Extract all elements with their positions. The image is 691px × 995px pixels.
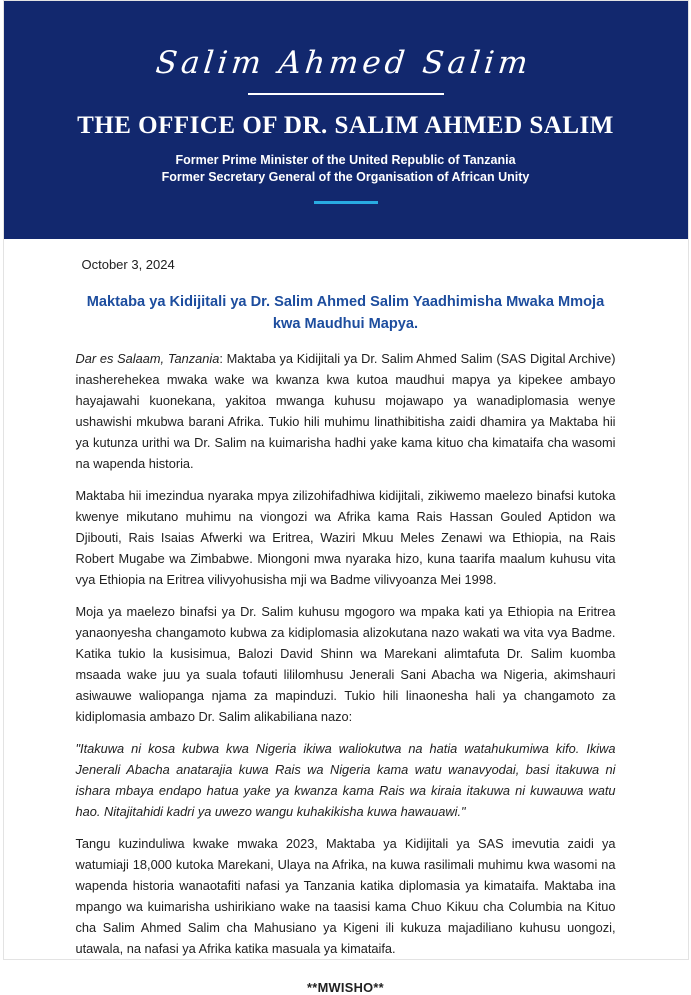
letterhead xyxy=(4,1,688,239)
quote-paragraph: "Itakuwa ni kosa kubwa kwa Nigeria ikiwa waliokutwa na hatia watahukumiwa kifo. Ikiwa Jenerali Abacha anatarajia kuwa Rais wa Nigeria kama watu wanavyodai, basi itakuwa ni ishara mbaya endapo hatua yake ya kwanza kama Rais wa kiraia itakuwa ni kuwauwa watu hao. Nitajitahidi kadri ya uwezo wangu kuhakikisha kuwa hawauawi." xyxy=(75,741,616,819)
subtitle-prime-minister: Former Prime Minister of the United Republic of Tanzania xyxy=(175,153,516,167)
office-title: THE OFFICE OF DR. SALIM AHMED SALIM xyxy=(77,112,614,139)
signature-script: Salim Ahmed Salim xyxy=(153,45,533,81)
paragraph-intro-text: : Maktaba ya Kidijitali ya Dr. Salim Ahmed Salim (SAS Digital Archive) inasherehekea mwaka wake wa kwanza kwa kutoa maudhui mapya ya kipekee ambayo hayajawahi kuonekana, yakitoa mwanga kuhusu mojawapo ya wanadiplomasia wenye ushawishi mkubwa barani Afrika. Tukio hili muhimu linathibitisha zaidi dhamira ya Maktaba hii ya kutunza urithi wa Dr. Salim na kuimarisha hadhi yake kama kituo cha kimataifa cha wasomi na wapenda historia. xyxy=(75,351,616,471)
press-release-page xyxy=(3,0,689,995)
dateline: Dar es Salaam, Tanzania xyxy=(75,351,220,366)
signature-divider xyxy=(248,93,444,95)
end-marker: **MWISHO** xyxy=(307,980,384,995)
document-body xyxy=(4,257,688,995)
paragraph-usage-stats: Tangu kuzinduliwa kwake mwaka 2023, Maktaba ya Kidijitali ya SAS imevutia zaidi ya watumiaji 18,000 kutoka Marekani, Ulaya na Afrika, na kuwa rasilimali muhimu kwa wasomi na wapenda historia wanaotafiti nafasi ya Tanzania katika diplomasia ya kimataifa. Maktaba ina mpango wa kuimarisha ushirikiano wake na taasisi kama Chuo Kikuu cha Columbia na Kituo cha Salim Ahmed Salim cha Mahusiano ya Kigeni ili kukuza majadiliano kuhusu uongozi, utawala, na nafasi ya Afrika katika masuala ya kimataifa. xyxy=(75,836,616,956)
date-line: October 3, 2024 xyxy=(81,257,175,272)
paragraph-archive-launch: Maktaba hii imezindua nyaraka mpya zilizohifadhiwa kidijitali, zikiwemo maelezo binafsi kutoka kwenye mikutano muhimu na viongozi wa Afrika kama Rais Hassan Gouled Aptidon wa Djibouti, Rais Isaias Afwerki wa Eritrea, Waziri Mkuu Meles Zenawi wa Ethiopia, na Rais Robert Mugabe wa Zimbabwe. Miongoni mwa nyaraka hizo, kuna taarifa maalum kuhusu vita vya Ethiopia na Eritrea vilivyohusisha mji wa Badme vilivyoanza Mei 1998. xyxy=(75,488,616,587)
accent-divider xyxy=(314,201,378,204)
paragraph-badme-conflict: Moja ya maelezo binafsi ya Dr. Salim kuhusu mgogoro wa mpaka kati ya Ethiopia na Eritrea yanaonyesha changamoto kubwa za kidiplomasia alizokutana nazo wakati wa vita vya Badme. Katika tukio la kusisimua, Balozi David Shinn wa Marekani alimtafuta Dr. Salim kuomba msaada wake juu ya suala tofauti lililomhusu Jenerali Sani Abacha wa Nigeria, akimshauri asiwauwe waliopanga njama za mapinduzi. Tukio hili linaonesha hali ya changamoto za kidiplomasia ambazo Dr. Salim alikabiliana nazo: xyxy=(75,604,616,724)
subtitle-secretary-general: Former Secretary General of the Organisation of African Unity xyxy=(161,170,530,184)
document-title: Maktaba ya Kidijitali ya Dr. Salim Ahmed Salim Yaadhimisha Mwaka Mmoja kwa Maudhui Mapya. xyxy=(86,294,605,332)
paragraph-intro xyxy=(76,348,616,474)
